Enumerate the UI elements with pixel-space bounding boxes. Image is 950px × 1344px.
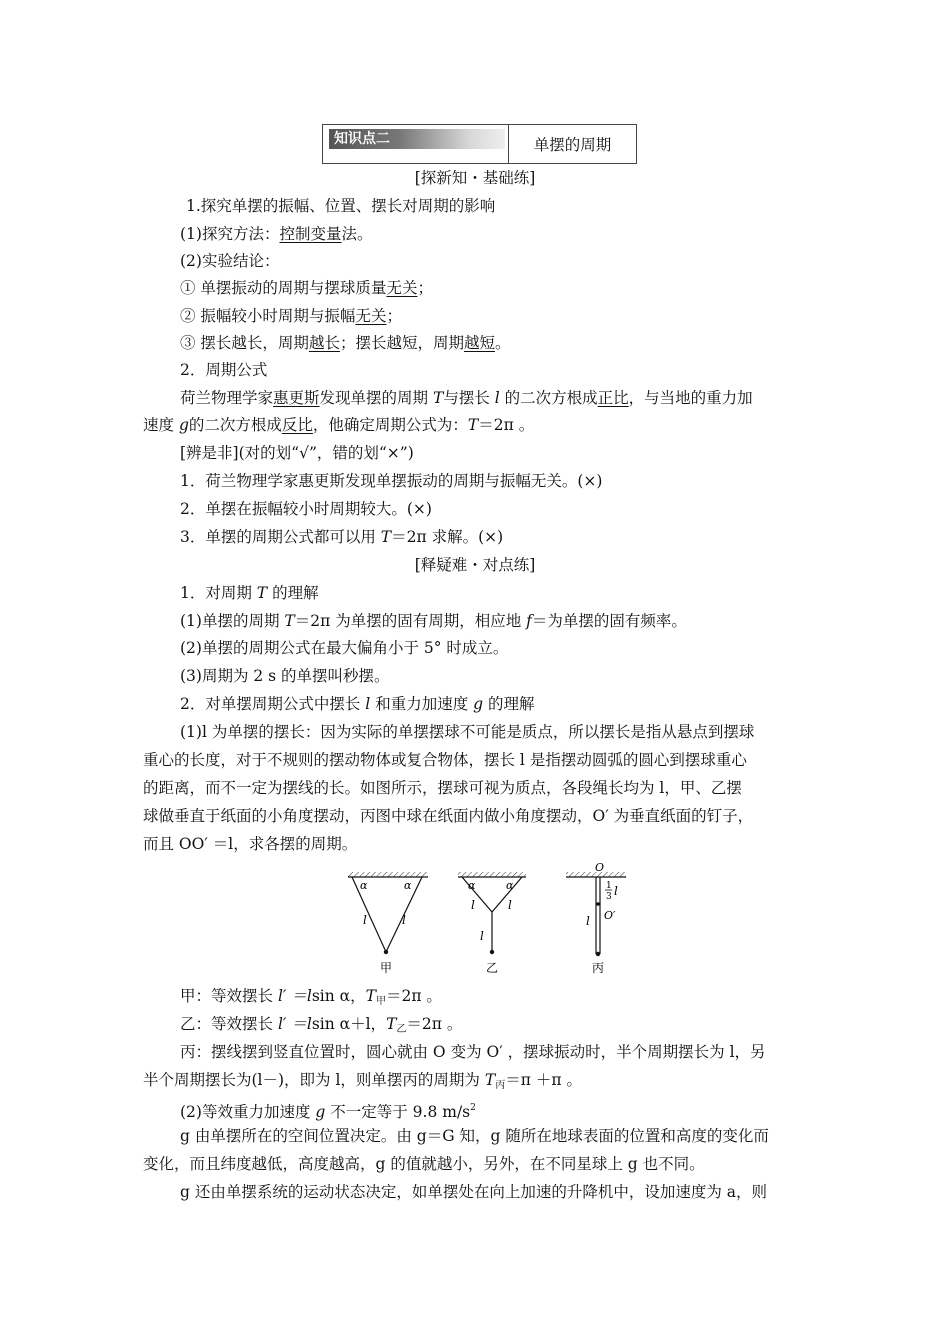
judge-heading: [辨是非](对的划“√”，错的划“×”) xyxy=(180,444,414,462)
conclusion-3 xyxy=(180,333,511,353)
l1-f: f xyxy=(526,612,532,630)
q3-a: 3．单摆的周期公式都可以用 xyxy=(180,528,381,546)
judge-q2: 2．单摆在振幅较小时周期较大。(×) xyxy=(180,500,432,518)
g-h-a: (2)等效重力加速度 xyxy=(180,1103,316,1121)
item-1-heading: 1.探究单摆的振幅、位置、摆长对周期的影响 xyxy=(186,197,496,215)
i2-b: 和重力加速度 xyxy=(370,695,474,713)
answer-bing-line-2 xyxy=(143,1070,582,1096)
section-heading-new: [探新知・基础练] xyxy=(414,169,536,187)
bing2-sub: 丙 xyxy=(495,1080,506,1091)
formula-para-line-1 xyxy=(180,388,753,408)
p1-d: 的二次方根成 xyxy=(499,389,598,407)
i2-a: 2．对单摆周期公式中摆长 xyxy=(180,695,366,713)
conclusion-1 xyxy=(180,278,433,298)
period-line-3: (3)周期为 2 s 的单摆叫秒摆。 xyxy=(180,667,390,685)
alpha-yi-left: α xyxy=(468,879,476,892)
p2-g: g xyxy=(178,416,189,434)
c1-pre: ① 单摆振动的周期与摆球质量 xyxy=(180,279,387,297)
p1-l: l xyxy=(494,389,500,407)
c1-post: ； xyxy=(417,279,433,297)
method-post: 法。 xyxy=(341,225,373,243)
l-bing-side: l xyxy=(586,914,590,928)
yi-b: l′ ＝l xyxy=(277,1015,312,1033)
gravity-para-line-3: g 还由单摆系统的运动状态决定，如单摆处在向上加速的升降机中，设加速度为 a，则 xyxy=(180,1183,768,1201)
jia-a: 甲：等效摆长 xyxy=(180,987,278,1005)
bob-jia xyxy=(384,950,388,954)
c2-post: ； xyxy=(386,307,402,325)
period-line-1 xyxy=(180,611,687,631)
ceiling-yi xyxy=(458,872,526,877)
l-jia-right: l xyxy=(402,913,406,927)
header-title: 单摆的周期 xyxy=(508,124,637,164)
alpha-jia-left: α xyxy=(360,879,368,892)
label-yi: 乙 xyxy=(486,961,499,975)
i1-a: 1．对周期 xyxy=(180,584,257,602)
method-pre: (1)探究方法： xyxy=(180,225,280,243)
O-prime-label: O′ xyxy=(604,909,616,922)
yi-c: sin α＋l， xyxy=(311,1015,387,1033)
p2-b: 的二次方根成 xyxy=(188,416,282,434)
formula-para-line-2 xyxy=(143,415,534,435)
jia-sub: 甲 xyxy=(375,996,386,1007)
i2-g: g xyxy=(473,695,484,713)
bing2-a: 半个周期摆长为(l－)，即为 l，则单摆丙的周期为 xyxy=(143,1071,485,1089)
answer-jia xyxy=(180,986,442,1012)
judge-q1: 1．荷兰物理学家惠更斯发现单摆振动的周期与振幅无关。(×) xyxy=(180,472,603,490)
method-line xyxy=(180,224,373,244)
c3-pre: ③ 摆长越长，周期 xyxy=(180,334,309,352)
yi-T: T xyxy=(386,1015,397,1033)
l1-T: T xyxy=(284,612,295,630)
answer-bing-line-1: 丙：摆线摆到竖直位置时，圆心就由 O 变为 O′ ，摆球振动时，半个周期摆长为 l，另 xyxy=(180,1043,766,1061)
l1-b: ＝2π 为单摆的固有周期，相应地 xyxy=(294,612,527,630)
q3-T: T xyxy=(380,528,392,546)
method-answer: 控制变量 xyxy=(279,225,342,243)
part2-item-2 xyxy=(180,694,535,714)
gravity-heading xyxy=(180,1098,476,1122)
header-tag-cell xyxy=(322,124,509,164)
string-yi-left xyxy=(462,877,492,912)
l-yi-bottom: l xyxy=(480,929,484,943)
l1-c: ＝为单摆的固有频率。 xyxy=(531,612,687,630)
i1-b: 的理解 xyxy=(267,584,319,602)
i2-l: l xyxy=(365,695,371,713)
jia-d: ＝2π 。 xyxy=(385,987,442,1005)
frac-num: 1 xyxy=(606,881,612,891)
item-2-heading: 2．周期公式 xyxy=(180,361,268,379)
p1-T: T xyxy=(432,389,444,407)
header-tag-text: 知识点二 xyxy=(334,131,390,147)
gravity-para-line-2: 变化，而且纬度越低，高度越高，g 的值就越小，另外，在不同星球上 g 也不同。 xyxy=(143,1155,705,1173)
p1-answer-direct: 正比 xyxy=(597,389,629,407)
bob-yi xyxy=(490,950,494,954)
jia-c: sin α， xyxy=(311,987,366,1005)
nail-O-prime xyxy=(596,902,600,906)
length-para-line-5: 而且 OO′ ＝l，求各摆的周期。 xyxy=(143,835,358,853)
p2-a: 速度 xyxy=(143,416,179,434)
answer-yi xyxy=(180,1014,462,1040)
length-para-line-1: (1)l 为单摆的摆长：因为实际的单摆摆球不可能是质点，所以摆长是指从悬点到摆球 xyxy=(180,723,755,741)
judge-q3 xyxy=(180,527,503,547)
c3-answer-1: 越长 xyxy=(308,334,340,352)
ceiling-jia xyxy=(348,872,428,877)
conclusion-line: (2)实验结论： xyxy=(180,252,280,270)
alpha-yi-right: α xyxy=(506,879,514,892)
pendulum-jia xyxy=(348,872,428,975)
header-tag-banner xyxy=(329,129,505,149)
i1-T: T xyxy=(256,584,268,602)
p1-a: 荷兰物理学家 xyxy=(180,389,274,407)
p1-answer-huygens: 惠更斯 xyxy=(273,389,320,407)
p1-e: ，与当地的重力加 xyxy=(628,389,753,407)
g-h-b: 不一定等于 9.8 m/s xyxy=(325,1103,471,1121)
pendulum-yi xyxy=(458,872,526,975)
l-yi-left: l xyxy=(471,898,475,912)
bob-bing xyxy=(596,952,600,956)
c3-mid: ；摆长越短，周期 xyxy=(339,334,464,352)
i2-c: 的理解 xyxy=(483,695,535,713)
l-bing-frac: l xyxy=(614,884,618,898)
g-h-sup: 2 xyxy=(470,1103,476,1113)
knowledge-point-header xyxy=(322,124,636,164)
p1-c: 与摆长 xyxy=(443,389,495,407)
length-para-line-3: 的距离，而不一定为摆线的长。如图所示，摆球可视为质点，各段绳长均为 l，甲、乙摆 xyxy=(143,779,742,797)
point-O: O xyxy=(595,862,605,874)
bing2-T: T xyxy=(484,1071,496,1089)
jia-b: l′ ＝l xyxy=(277,987,312,1005)
part2-item-1 xyxy=(180,583,319,603)
l-jia-left: l xyxy=(363,913,367,927)
pendulum-figure xyxy=(340,862,640,980)
label-jia: 甲 xyxy=(380,961,393,975)
length-para-line-2: 重心的长度，对于不规则的摆动物体或复合物体，摆长 l 是指摆动圆弧的圆心到摆球重心 xyxy=(143,751,747,769)
l-yi-right: l xyxy=(508,898,512,912)
conclusion-2 xyxy=(180,306,402,326)
l1-a: (1)单摆的周期 xyxy=(180,612,285,630)
pendulum-bing xyxy=(566,862,626,975)
c3-answer-2: 越短 xyxy=(463,334,495,352)
q3-b: ＝2π 求解。(×) xyxy=(391,528,504,546)
label-bing: 丙 xyxy=(592,961,605,975)
length-para-line-4: 球做垂直于纸面的小角度摆动，丙图中球在纸面内做小角度摆动，O′ 为垂直纸面的钉子， xyxy=(143,807,754,825)
section-heading-clarify: [释疑难・对点练] xyxy=(414,556,536,574)
c2-pre: ② 振幅较小时周期与振幅 xyxy=(180,307,356,325)
bing2-b: ＝π ＋π 。 xyxy=(505,1071,582,1089)
yi-d: ＝2π 。 xyxy=(406,1015,463,1033)
g-h-g: g xyxy=(315,1103,326,1121)
jia-T: T xyxy=(365,987,376,1005)
period-line-2: (2)单摆的周期公式在最大偏角小于 5° 时成立。 xyxy=(180,639,509,657)
string-jia-left xyxy=(352,877,386,952)
c3-post: 。 xyxy=(494,334,511,352)
yi-sub: 乙 xyxy=(396,1024,407,1035)
p2-c: ，他确定周期公式为： xyxy=(312,416,468,434)
c2-answer: 无关 xyxy=(355,307,387,325)
yi-a: 乙：等效摆长 xyxy=(180,1015,278,1033)
gravity-para-line-1: g 由单摆所在的空间位置决定。由 g＝G 知，g 随所在地球表面的位置和高度的变化而 xyxy=(180,1127,769,1145)
frac-den: 3 xyxy=(606,892,612,902)
c1-answer: 无关 xyxy=(386,279,418,297)
p2-d: ＝2π 。 xyxy=(478,416,535,434)
alpha-jia-right: α xyxy=(404,879,412,892)
p2-T: T xyxy=(467,416,479,434)
p2-answer-inverse: 反比 xyxy=(281,416,313,434)
p1-b: 发现单摆的周期 xyxy=(319,389,433,407)
